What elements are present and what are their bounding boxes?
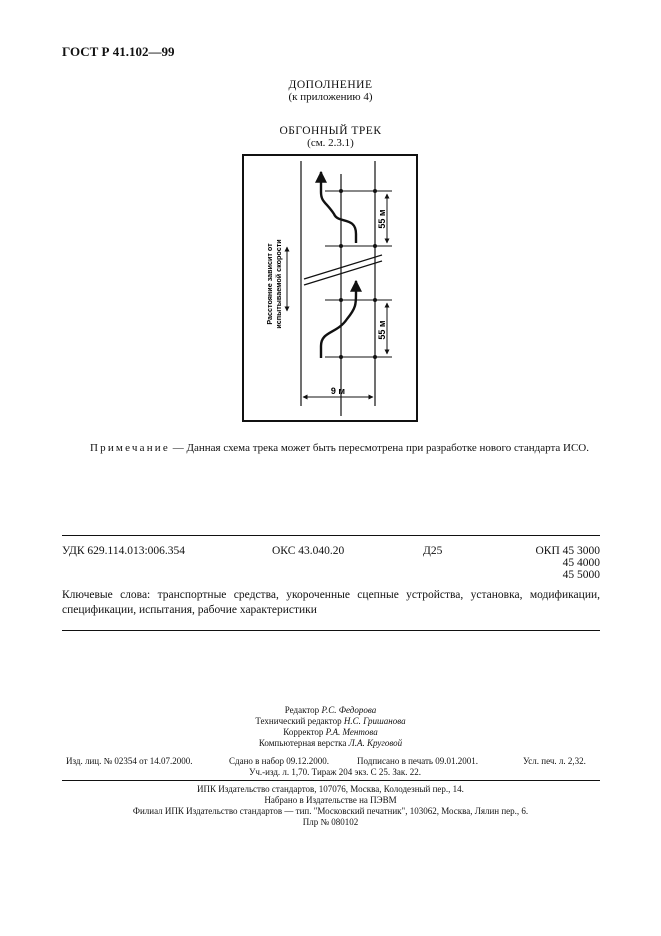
okp-code-2: 45 4000 xyxy=(562,557,600,569)
figure-title: ОБГОННЫЙ ТРЕК xyxy=(279,125,382,137)
note xyxy=(90,442,589,454)
license-info: Изд. лиц. № 02354 от 14.07.2000. xyxy=(66,756,193,766)
credit-tech-editor: Технический редактор Н.С. Гришанова xyxy=(255,716,406,726)
divider-bottom xyxy=(62,780,600,781)
publisher-line-4: Плр № 080102 xyxy=(302,817,359,827)
okp-code-1: ОКП 45 3000 xyxy=(535,545,600,557)
lower-overtake-path xyxy=(321,281,356,358)
divider-middle xyxy=(62,630,600,631)
supplement-title: ДОПОЛНЕНИЕ xyxy=(288,79,373,91)
publisher-line-2: Набрано в Издательстве на ПЭВМ xyxy=(264,795,397,805)
note-lead: Примечание xyxy=(90,442,170,454)
figure-reference: (см. 2.3.1) xyxy=(307,137,354,149)
print-sheets: Усл. печ. л. 2,32. xyxy=(523,756,586,766)
note-text: — Данная схема трека может быть пересмотрена при разработке нового стандарта ИСО. xyxy=(169,442,590,454)
side-label-line-2: испытываемой скорости xyxy=(274,239,283,329)
overtaking-track-diagram xyxy=(242,154,418,422)
dimension-label-top: 55 м xyxy=(377,209,387,229)
upper-overtake-path xyxy=(321,172,356,243)
marker-points xyxy=(339,189,377,359)
document-code: ГОСТ Р 41.102—99 xyxy=(62,44,175,59)
keywords: Ключевые слова: транспортные средства, укороченные сцепные устройства, установка, модификации, спецификации, испытания, рабочие характеристики xyxy=(62,589,600,616)
group-code: Д25 xyxy=(423,545,443,557)
credit-editor: Редактор Р.С. Федорова xyxy=(284,705,377,715)
divider-top xyxy=(62,535,600,536)
oks-code: ОКС 43.040.20 xyxy=(272,545,345,557)
credit-corrector: Корректор Р.А. Ментова xyxy=(283,727,378,737)
side-label-line-1: Расстояние зависит от xyxy=(265,243,274,325)
break-line-1 xyxy=(304,255,382,279)
supplement-subtitle: (к приложению 4) xyxy=(288,91,373,103)
break-line-2 xyxy=(304,261,382,285)
dimension-label-width: 9 м xyxy=(330,386,346,396)
set-date: Сдано в набор 09.12.2000. xyxy=(229,756,330,766)
okp-codes xyxy=(535,545,600,581)
dimension-label-bottom: 55 м xyxy=(377,320,387,340)
credit-layout: Компьютерная верстка Л.А. Круговой xyxy=(258,738,403,748)
print-date: Подписано в печать 09.01.2001. xyxy=(357,756,479,766)
publisher-line-3: Филиал ИПК Издательство стандартов — тип. "Московский печатник", 103062, Москва, Лялин пер., 6. xyxy=(132,806,529,816)
publication-details: Уч.-изд. л. 1,70. Тираж 204 экз. С 25. Зак. 22. xyxy=(249,767,422,777)
okp-code-3: 45 5000 xyxy=(562,569,600,581)
publisher-line-1: ИПК Издательство стандартов, 107076, Москва, Колодезный пер., 14. xyxy=(197,784,464,794)
udk-code: УДК 629.114.013:006.354 xyxy=(62,545,186,557)
